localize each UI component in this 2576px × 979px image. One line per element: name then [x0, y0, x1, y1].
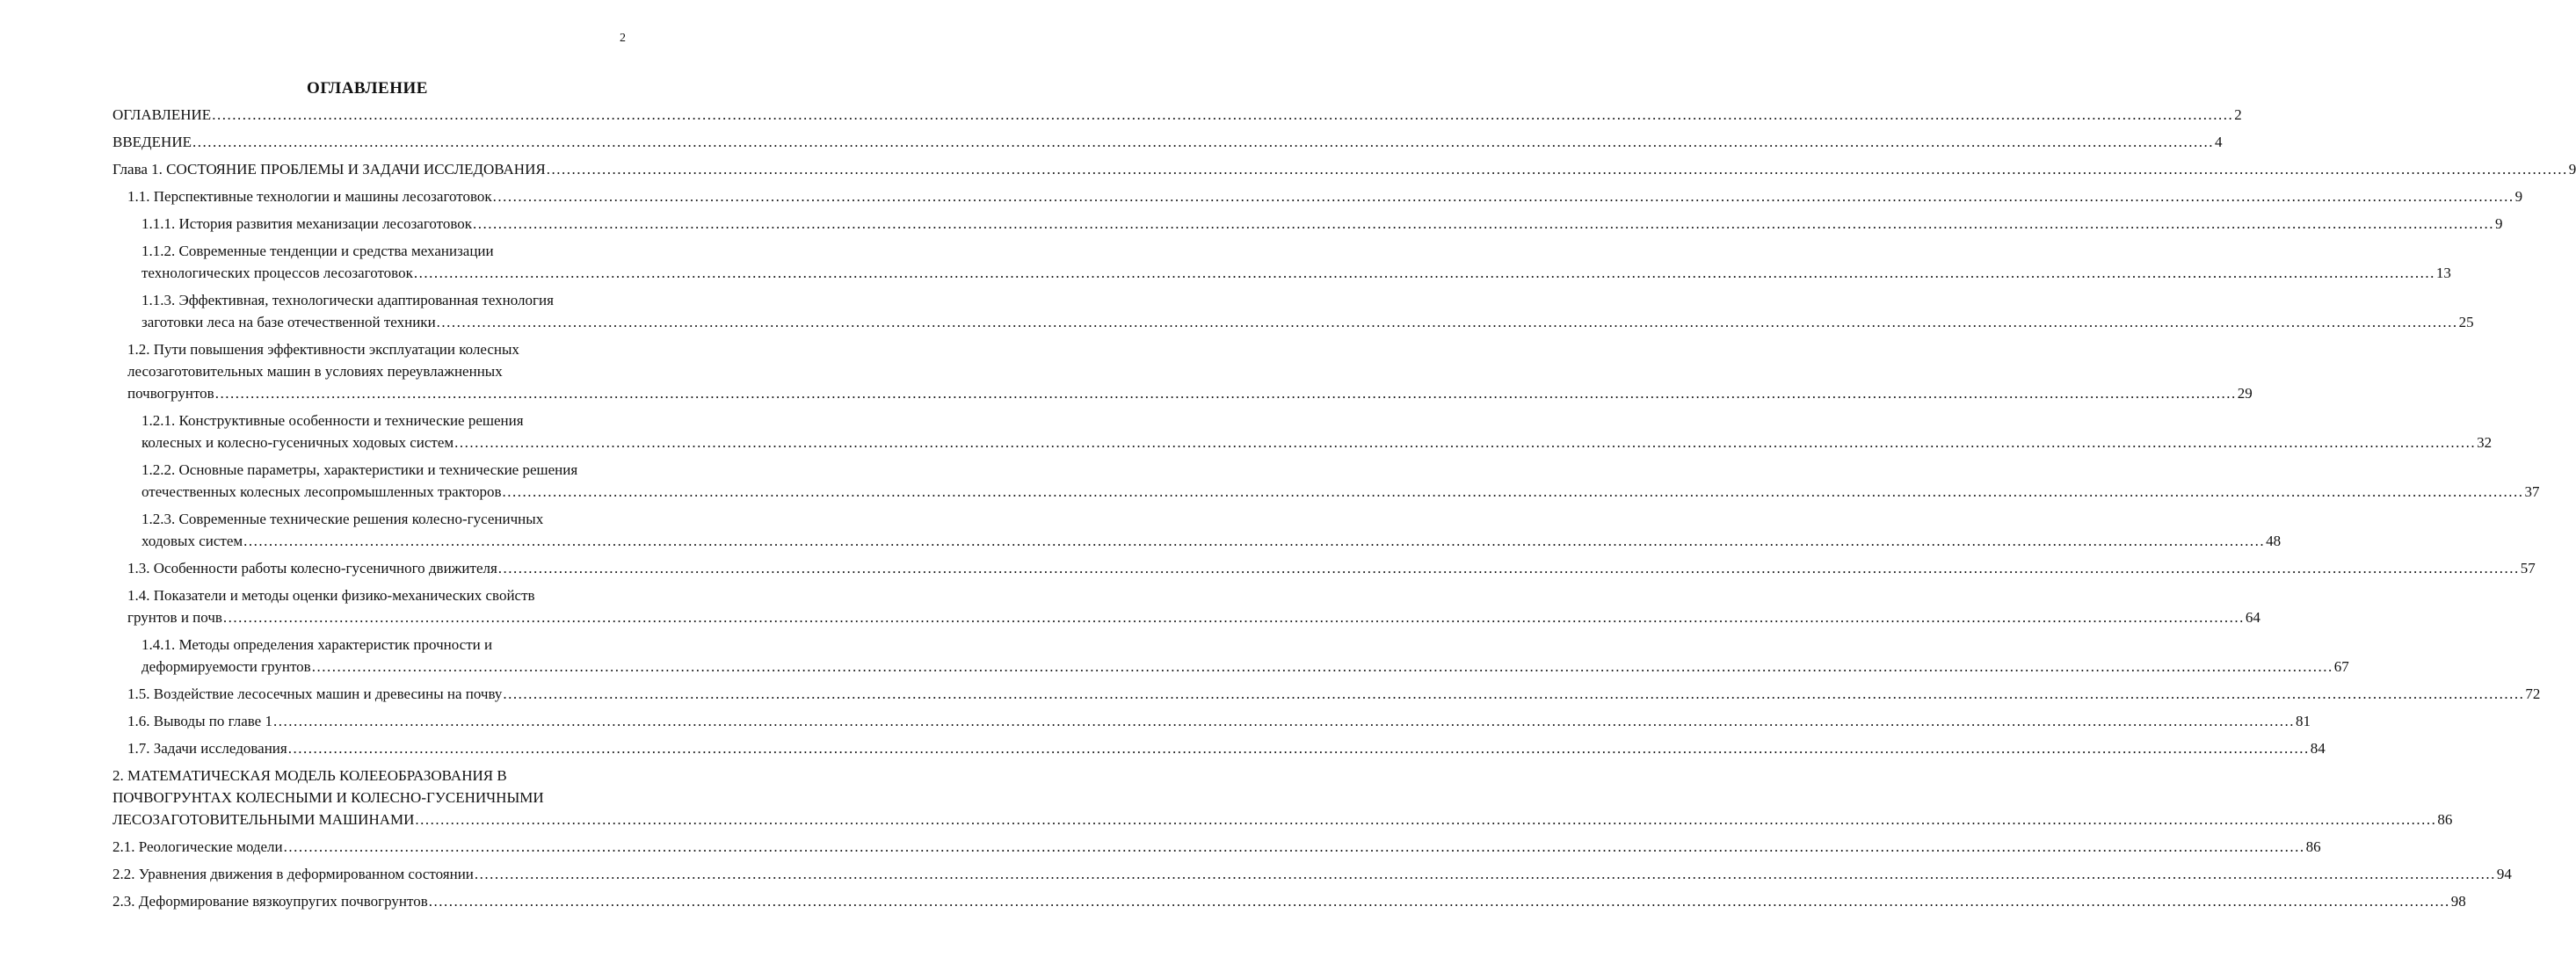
toc-entry-text: 1.2.1. Конструктивные особенности и технические решения [141, 412, 524, 429]
dot-leader: ................................................................................................................................................................................................................................................................................................................................................................................................................ [454, 434, 2477, 451]
toc-page-number: 37 [2524, 483, 2540, 500]
toc-entry-text: 2.2. Уравнения движения в деформированном состоянии [112, 866, 474, 882]
toc-entry-text: ходовых систем [141, 533, 243, 549]
dot-leader: ................................................................................................................................................................................................................................................................................................................................................................................................................ [287, 740, 2310, 757]
toc-entry[interactable] [112, 104, 2242, 126]
dot-leader: ................................................................................................................................................................................................................................................................................................................................................................................................................ [492, 188, 2514, 205]
toc-entry[interactable] [112, 213, 2503, 235]
dot-leader: ................................................................................................................................................................................................................................................................................................................................................................................................................ [474, 866, 2496, 882]
toc-entry-text: 1.2.3. Современные технические решения колесно-гусеничных [141, 511, 544, 527]
toc-entry-text: 2.3. Деформирование вязкоупругих почвогрунтов [112, 893, 428, 910]
toc-entry-text: 1.2. Пути повышения эффективности эксплуатации колесных [127, 341, 519, 358]
toc-entry-text: заготовки леса на базе отечественной техники [141, 314, 436, 330]
toc-page-number: 25 [2458, 314, 2474, 330]
toc-entry-text: грунтов и почв [127, 609, 222, 626]
toc-entry[interactable] [112, 836, 2321, 858]
toc-entry-text: ВВЕДЕНИЕ [112, 134, 192, 150]
dot-leader: ................................................................................................................................................................................................................................................................................................................................................................................................................ [546, 161, 2568, 178]
page-number: 2 [620, 32, 626, 45]
toc-entry-text: 1.1.3. Эффективная, технологически адаптированная технология [141, 292, 554, 308]
toc-entry-text: 1.4.1. Методы определения характеристик прочности и [141, 636, 493, 653]
toc-entry-text: отечественных колесных лесопромышленных тракторов [141, 483, 502, 500]
dot-leader: ................................................................................................................................................................................................................................................................................................................................................................................................................ [243, 533, 2266, 549]
dot-leader: ................................................................................................................................................................................................................................................................................................................................................................................................................ [502, 483, 2524, 500]
toc-entry-text: ОГЛАВЛЕНИЕ [112, 106, 212, 123]
toc-page-number: 64 [2245, 609, 2260, 626]
dot-leader: ................................................................................................................................................................................................................................................................................................................................................................................................................ [436, 314, 2458, 330]
toc-page-number: 9 [2495, 215, 2503, 232]
toc-entry[interactable] [112, 863, 2512, 885]
toc-entry[interactable] [112, 289, 2474, 333]
toc-entry-text: лесозаготовительных машин в условиях переувлажненных [127, 363, 503, 380]
toc-entry[interactable] [112, 584, 2260, 628]
toc-entry-text: 1.5. Воздействие лесосечных машин и древесины на почву [127, 685, 503, 702]
toc-entry[interactable] [112, 557, 2536, 579]
toc-entry[interactable] [112, 131, 2223, 153]
toc-entry[interactable] [112, 634, 2349, 678]
toc-entry-text: ПОЧВОГРУНТАХ КОЛЕСНЫМИ И КОЛЕСНО-ГУСЕНИЧНЫМИ [112, 789, 544, 806]
toc-entry-text: 1.1.1. История развития механизации лесозаготовок [141, 215, 473, 232]
toc-entry[interactable] [112, 410, 2493, 453]
dot-leader: ................................................................................................................................................................................................................................................................................................................................................................................................................ [212, 106, 2234, 123]
toc-entry[interactable] [112, 765, 2453, 830]
toc-page-number: 81 [2295, 713, 2311, 729]
toc-entry-text: почвогрунтов [127, 385, 214, 402]
toc-page-number: 32 [2477, 434, 2493, 451]
toc-entry-text: колесных и колесно-гусеничных ходовых систем [141, 434, 454, 451]
toc-entry-text: 1.3. Особенности работы колесно-гусеничного движителя [127, 560, 497, 577]
dot-leader: ................................................................................................................................................................................................................................................................................................................................................................................................................ [283, 838, 2305, 855]
toc-entry[interactable] [112, 710, 2311, 732]
dot-leader: ................................................................................................................................................................................................................................................................................................................................................................................................................ [214, 385, 2237, 402]
toc-entry-text: 2. МАТЕМАТИЧЕСКАЯ МОДЕЛЬ КОЛЕЕОБРАЗОВАНИЯ В [112, 767, 507, 784]
dot-leader: ................................................................................................................................................................................................................................................................................................................................................................................................................ [192, 134, 2214, 150]
toc-title: ОГЛАВЛЕНИЕ [307, 79, 428, 98]
toc-entry-text: деформируемости грунтов [141, 658, 311, 675]
dot-leader: ................................................................................................................................................................................................................................................................................................................................................................................................................ [497, 560, 2520, 577]
toc-page-number: 72 [2525, 685, 2541, 702]
toc-page-number: 2 [2234, 106, 2242, 123]
toc-entry[interactable] [112, 185, 2523, 207]
toc-entry-text: 1.7. Задачи исследования [127, 740, 287, 757]
table-of-contents [112, 104, 2576, 917]
toc-page-number: 94 [2496, 866, 2512, 882]
toc-page-number: 9 [2568, 161, 2576, 178]
dot-leader: ................................................................................................................................................................................................................................................................................................................................................................................................................ [272, 713, 2295, 729]
toc-entry[interactable] [112, 338, 2253, 404]
toc-page-number: 29 [2237, 385, 2253, 402]
dot-leader: ................................................................................................................................................................................................................................................................................................................................................................................................................ [311, 658, 2333, 675]
toc-entry[interactable] [112, 158, 2576, 180]
toc-page-number: 84 [2310, 740, 2326, 757]
toc-page-number: 4 [2214, 134, 2223, 150]
toc-entry[interactable] [112, 508, 2282, 552]
dot-leader: ................................................................................................................................................................................................................................................................................................................................................................................................................ [415, 811, 2437, 828]
toc-entry-text: 1.4. Показатели и методы оценки физико-механических свойств [127, 587, 535, 604]
toc-entry-text: 1.6. Выводы по главе 1 [127, 713, 272, 729]
toc-entry-text: Глава 1. СОСТОЯНИЕ ПРОБЛЕМЫ И ЗАДАЧИ ИССЛЕДОВАНИЯ [112, 161, 546, 178]
toc-entry-text: 1.1.2. Современные тенденции и средства механизации [141, 243, 494, 259]
toc-entry-text: 1.1. Перспективные технологии и машины лесозаготовок [127, 188, 492, 205]
toc-page-number: 48 [2266, 533, 2282, 549]
toc-page-number: 86 [2437, 811, 2453, 828]
toc-entry[interactable] [112, 240, 2451, 284]
toc-entry-text: 1.2.2. Основные параметры, характеристики и технические решения [141, 461, 578, 478]
toc-page-number: 98 [2450, 893, 2466, 910]
toc-entry-text: ЛЕСОЗАГОТОВИТЕЛЬНЫМИ МАШИНАМИ [112, 811, 415, 828]
toc-page-number: 57 [2520, 560, 2536, 577]
dot-leader: ................................................................................................................................................................................................................................................................................................................................................................................................................ [473, 215, 2495, 232]
toc-entry[interactable] [112, 890, 2466, 912]
dot-leader: ................................................................................................................................................................................................................................................................................................................................................................................................................ [503, 685, 2525, 702]
toc-entry-text: 2.1. Реологические модели [112, 838, 283, 855]
toc-entry[interactable] [112, 737, 2326, 759]
dot-leader: ................................................................................................................................................................................................................................................................................................................................................................................................................ [222, 609, 2245, 626]
dot-leader: ................................................................................................................................................................................................................................................................................................................................................................................................................ [428, 893, 2450, 910]
toc-page-number: 86 [2305, 838, 2321, 855]
toc-entry[interactable] [112, 459, 2540, 503]
toc-page-number: 13 [2435, 265, 2451, 281]
toc-page-number: 9 [2514, 188, 2523, 205]
toc-entry-text: технологических процессов лесозаготовок [141, 265, 413, 281]
toc-entry[interactable] [112, 683, 2541, 705]
toc-page-number: 67 [2333, 658, 2349, 675]
dot-leader: ................................................................................................................................................................................................................................................................................................................................................................................................................ [413, 265, 2435, 281]
